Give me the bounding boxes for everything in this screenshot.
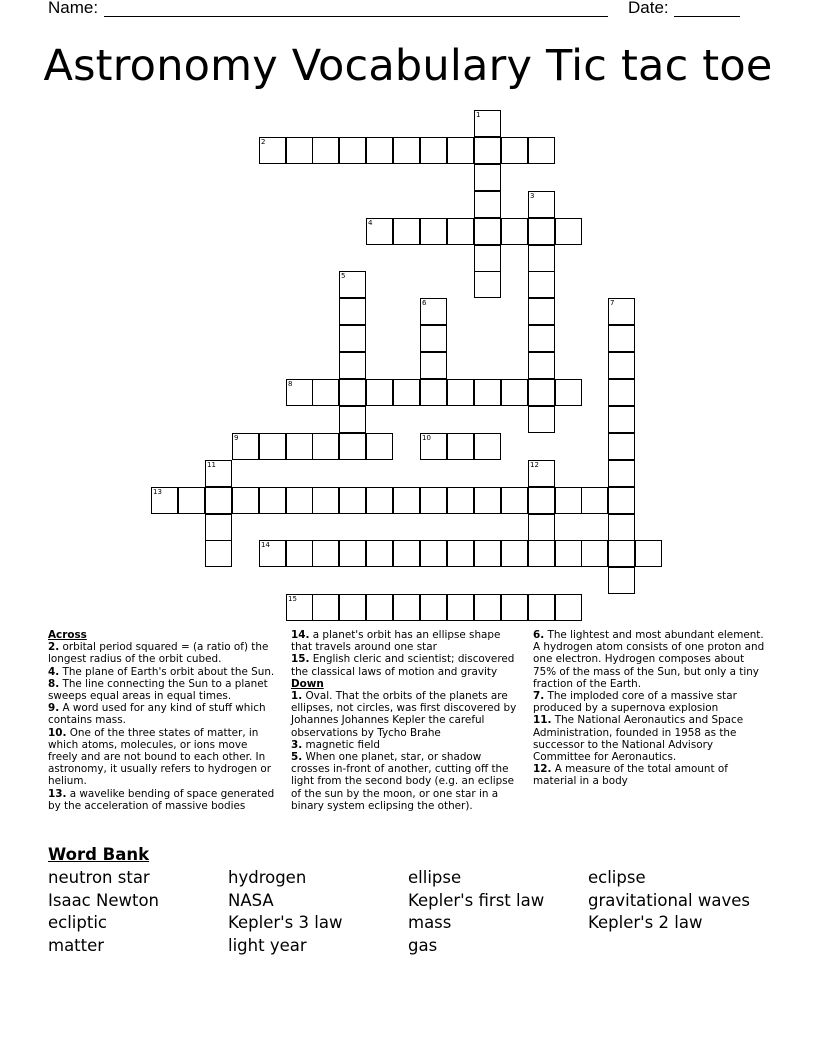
grid-cell[interactable] [528,325,555,352]
clue-number: 10 [422,434,431,442]
word-bank-item: eclipse [588,868,646,887]
grid-cell[interactable] [286,594,313,621]
grid-cell[interactable] [205,487,232,514]
grid-cell[interactable] [312,594,339,621]
clue-number: 15 [288,595,297,603]
grid-cell[interactable] [259,433,286,460]
clue-number: 3. [291,738,303,751]
grid-cell[interactable] [608,567,635,594]
grid-cell[interactable] [205,460,232,487]
grid-cell[interactable] [581,487,608,514]
grid-cell[interactable] [555,379,582,406]
grid-cell[interactable] [339,137,366,164]
grid-cell[interactable] [286,137,313,164]
grid-cell[interactable] [608,379,635,406]
word-bank-item: matter [48,935,105,955]
grid-cell[interactable] [366,379,393,406]
grid-cell[interactable] [447,137,474,164]
clue-number: 1 [476,111,481,119]
grid-cell[interactable] [447,594,474,621]
clues-column-1 [48,629,280,812]
grid-cell[interactable] [474,218,501,245]
across-clue [291,653,523,677]
down-clue [291,690,523,739]
word-bank-item: gravitational waves [588,890,750,910]
clue-number: 7. [533,690,545,703]
grid-cell[interactable] [501,218,528,245]
grid-cell[interactable] [555,487,582,514]
grid-cell[interactable] [393,218,420,245]
grid-cell[interactable] [447,218,474,245]
page-title: Astronomy Vocabulary Tic tac toe [43,41,773,91]
clue-number: 6 [422,299,427,307]
grid-cell[interactable] [528,191,555,218]
grid-cell[interactable] [474,110,501,137]
grid-cell[interactable] [608,514,635,541]
grid-cell[interactable] [259,487,286,514]
grid-cell[interactable] [339,433,366,460]
grid-cell[interactable] [608,487,635,514]
grid-cell[interactable] [528,594,555,621]
clue-number: 11 [207,461,216,469]
grid-cell[interactable] [339,298,366,325]
grid-cell[interactable] [339,594,366,621]
down-clue [533,763,765,787]
across-clue [48,666,280,678]
grid-cell[interactable] [474,164,501,191]
grid-cell[interactable] [366,540,393,567]
grid-cell[interactable] [312,540,339,567]
grid-cell[interactable] [286,540,313,567]
grid-cell[interactable] [474,191,501,218]
grid-cell[interactable] [528,298,555,325]
word-bank-item: Isaac Newton [48,890,160,910]
word-bank-item: light year [228,935,307,955]
word-bank-title: Word Bank [48,845,150,864]
grid-cell[interactable] [608,325,635,352]
grid-cell[interactable] [528,218,555,245]
clue-text: English cleric and scientist; discovered the classical laws of motion and gravity [291,653,515,678]
grid-cell[interactable] [528,271,555,298]
clue-text: The National Aeronautics and Space Administration, founded in 1958 as the successor to the National Advisory Committee for Aeronautics. [533,714,744,764]
grid-cell[interactable] [366,594,393,621]
across-clue [48,788,280,812]
grid-cell[interactable] [339,325,366,352]
clue-text: orbital period squared = (a ratio of) the longest radius of the orbit cubed. [48,641,269,666]
clue-heading: Across [48,629,87,641]
grid-cell[interactable] [528,379,555,406]
grid-cell[interactable] [366,137,393,164]
clues-column-3 [533,629,765,788]
grid-cell[interactable] [286,487,313,514]
grid-cell[interactable] [366,487,393,514]
grid-cell[interactable] [151,487,178,514]
grid-cell[interactable] [528,487,555,514]
grid-cell[interactable] [420,487,447,514]
grid-cell[interactable] [555,540,582,567]
grid-cell[interactable] [393,379,420,406]
clue-text: When one planet, star, or shadow crosses in-front of another, cutting off the light from the second body (e.g. an eclipse of the sun by the moon, or one star in a binary system eclipsing the other). [291,751,515,812]
grid-cell[interactable] [635,540,662,567]
grid-cell[interactable] [474,594,501,621]
grid-cell[interactable] [393,594,420,621]
grid-cell[interactable] [393,137,420,164]
grid-cell[interactable] [474,245,501,272]
grid-cell[interactable] [393,540,420,567]
grid-cell[interactable] [420,352,447,379]
grid-cell[interactable] [232,487,259,514]
grid-cell[interactable] [528,137,555,164]
grid-cell[interactable] [366,433,393,460]
down-clue [533,629,765,690]
clue-number: 13. [48,787,67,800]
down-clue [533,714,765,763]
grid-cell[interactable] [528,514,555,541]
clue-text: Oval. That the orbits of the planets are ellipses, not circles, was first discovered by Johannes Johannes Kepler the careful observations by Tycho Brahe [291,690,517,739]
grid-cell[interactable] [286,433,313,460]
grid-cell[interactable] [259,137,286,164]
across-clue [48,727,280,788]
grid-cell[interactable] [474,487,501,514]
grid-cell[interactable] [555,594,582,621]
word-bank-item: NASA [228,890,274,910]
grid-cell[interactable] [501,487,528,514]
grid-cell[interactable] [420,298,447,325]
clues-column-2 [291,629,523,812]
across-clue [48,678,280,702]
grid-cell[interactable] [339,352,366,379]
clue-number: 6. [533,629,545,641]
clue-heading: Down [291,677,324,690]
grid-cell[interactable] [447,540,474,567]
grid-cell[interactable] [474,433,501,460]
clue-text: The imploded core of a massive star produced by a supernova explosion [533,690,737,715]
grid-cell[interactable] [501,594,528,621]
grid-cell[interactable] [339,406,366,433]
grid-cell[interactable] [420,433,447,460]
grid-cell[interactable] [232,433,259,460]
clue-text: a wavelike bending of space generated by the acceleration of massive bodies [48,787,275,812]
grid-cell[interactable] [312,433,339,460]
grid-cell[interactable] [420,137,447,164]
grid-cell[interactable] [501,137,528,164]
grid-cell[interactable] [608,460,635,487]
clue-number: 4 [368,219,373,227]
grid-cell[interactable] [393,487,420,514]
clue-text: The line connecting the Sun to a planet sweeps equal areas in equal times. [48,677,268,703]
word-bank-item: mass [408,913,452,933]
clue-number: 7 [610,299,615,307]
grid-cell[interactable] [608,433,635,460]
grid-cell[interactable] [205,540,232,567]
clue-number: 5. [291,751,303,764]
clue-number: 10. [48,726,67,739]
grid-cell[interactable] [447,379,474,406]
grid-cell[interactable] [420,379,447,406]
clue-number: 15. [291,653,310,666]
word-bank-item: gas [408,935,438,955]
down-clue [291,751,523,812]
grid-cell[interactable] [286,379,313,406]
grid-cell[interactable] [339,487,366,514]
grid-cell[interactable] [581,540,608,567]
clue-number: 14. [291,629,310,641]
grid-cell[interactable] [259,540,286,567]
grid-cell[interactable] [474,540,501,567]
grid-cell[interactable] [339,540,366,567]
clue-text: magnetic field [305,738,380,751]
clue-number: 4. [48,665,60,678]
grid-cell[interactable] [501,540,528,567]
across-clue [48,702,280,726]
grid-cell[interactable] [312,379,339,406]
clue-text: A word used for any kind of stuff which contains mass. [48,702,266,727]
grid-cell[interactable] [420,325,447,352]
clue-number: 3 [530,192,535,200]
clue-text: The plane of Earth's orbit about the Sun. [62,665,275,678]
grid-cell[interactable] [608,406,635,433]
clue-number: 8. [48,677,60,690]
grid-cell[interactable] [608,298,635,325]
across-clue [48,641,280,665]
grid-cell[interactable] [205,514,232,541]
grid-cell[interactable] [366,218,393,245]
grid-cell[interactable] [528,406,555,433]
grid-cell[interactable] [474,271,501,298]
clue-number: 14 [261,541,270,549]
clue-number: 13 [153,488,162,496]
clue-text: One of the three states of matter, in which atoms, molecules, or ions move freely and are not bound to each other. In astronomy, it usually refers to hydrogen or helium. [48,726,271,788]
clue-number: 12. [533,763,552,776]
word-bank-item: neutron star [48,868,150,887]
word-bank-item: Kepler's 3 law [228,913,343,933]
grid-cell[interactable] [339,379,366,406]
clue-number: 9 [234,434,239,442]
grid-cell[interactable] [608,540,635,567]
clue-number: 9. [48,702,60,715]
grid-cell[interactable] [501,379,528,406]
grid-cell[interactable] [608,352,635,379]
clue-number: 1. [291,690,303,703]
clue-text: a planet's orbit has an ellipse shape that travels around one star [291,629,501,654]
grid-cell[interactable] [339,271,366,298]
grid-cell[interactable] [420,540,447,567]
grid-cell[interactable] [447,433,474,460]
clue-text: The lightest and most abundant element. A hydrogen atom consists of one proton and one electron. Hydrogen composes about 75% of the mass of the Sun, but only a tiny fraction of the Earth. [533,629,765,690]
clue-number: 5 [341,272,346,280]
clue-number: 2 [261,138,266,146]
word-bank-item: Kepler's first law [408,890,545,910]
word-bank-item: ellipse [408,868,462,887]
grid-cell[interactable] [528,460,555,487]
grid-cell[interactable] [447,487,474,514]
grid-cell[interactable] [474,137,501,164]
clue-number: 2. [48,641,60,654]
grid-cell[interactable] [178,487,205,514]
grid-cell[interactable] [528,352,555,379]
grid-cell[interactable] [528,245,555,272]
word-bank-item: hydrogen [228,868,307,887]
name-label: Name: [48,0,99,17]
word-bank-item: ecliptic [48,913,107,933]
grid-cell[interactable] [312,137,339,164]
grid-cell[interactable] [555,218,582,245]
clue-number: 11. [533,714,552,727]
clue-number: 8 [288,380,293,388]
word-bank-item: Kepler's 2 law [588,913,703,933]
grid-cell[interactable] [420,218,447,245]
grid-cell[interactable] [528,540,555,567]
grid-cell[interactable] [420,594,447,621]
down-clue [533,690,765,714]
grid-cell[interactable] [474,379,501,406]
down-clue [291,739,523,751]
grid-cell[interactable] [312,487,339,514]
date-label: Date: [628,0,669,17]
clue-number: 12 [530,461,539,469]
across-clue [291,629,523,653]
clue-text: A measure of the total amount of material in a body [533,763,728,788]
